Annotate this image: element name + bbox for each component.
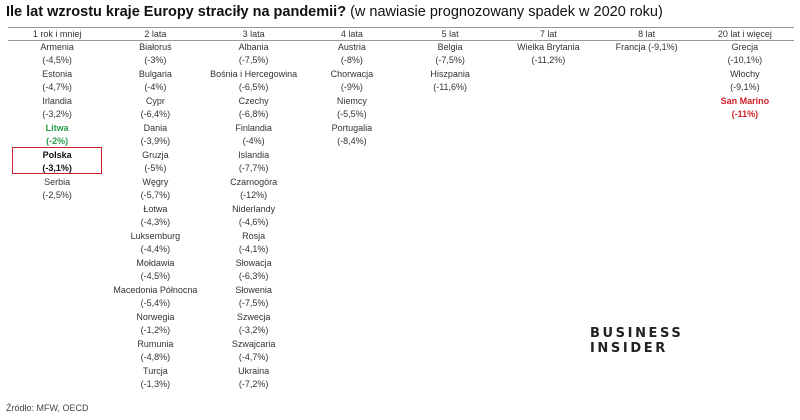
country-name: Francja: [615, 42, 649, 52]
country-value: (-7,2%): [238, 379, 269, 389]
country-value: (-4,3%): [140, 217, 171, 227]
country-value: (-3,1%): [42, 163, 72, 173]
country-entry: [499, 41, 597, 67]
column: [205, 41, 303, 401]
column: [499, 41, 597, 401]
logo-line-1: BUSINESS: [590, 326, 684, 341]
country-name: Niemcy: [336, 96, 367, 106]
page-title: [6, 4, 796, 20]
country-entry: [106, 365, 204, 391]
country-value: (-2%): [46, 136, 69, 146]
country-entry: [205, 203, 303, 229]
country-entry: [8, 68, 106, 94]
country-entry: [205, 230, 303, 256]
country-value: (-7,7%): [238, 163, 269, 173]
country-value: (-6,4%): [140, 109, 171, 119]
country-name: Łotwa: [143, 204, 168, 214]
country-entry: [8, 41, 106, 67]
country-entry: [598, 41, 696, 67]
country-value: (-4,7%): [42, 82, 72, 92]
country-value: (-5,4%): [140, 298, 171, 308]
country-name: Estonia: [42, 69, 73, 79]
country-value: (-6,3%): [238, 271, 269, 281]
country-name: Czechy: [238, 96, 269, 106]
country-value: (-10,1%): [727, 55, 763, 65]
country-name: Niderlandy: [232, 204, 276, 214]
country-value: (-5%): [144, 163, 167, 173]
country-name: Bulgaria: [138, 69, 172, 79]
country-name: Belgia: [437, 42, 463, 52]
country-value: (-7,5%): [238, 298, 269, 308]
country-value: (-1,3%): [140, 379, 171, 389]
country-name: Białoruś: [139, 42, 172, 52]
country-name: Gruzja: [142, 150, 169, 160]
country-entry: [205, 311, 303, 337]
country-value: (-9,1%): [648, 42, 678, 52]
country-value: (-7,5%): [435, 55, 465, 65]
country-entry: [205, 149, 303, 175]
country-value: (-9%): [340, 82, 363, 92]
country-entry: [106, 176, 204, 202]
country-entry: [106, 338, 204, 364]
column: [106, 41, 204, 401]
country-value: (-4%): [242, 136, 265, 146]
country-name: Irlandia: [42, 96, 72, 106]
country-name: Macedonia Północna: [113, 285, 198, 295]
country-name: San Marino: [720, 96, 770, 106]
country-name: Portugalia: [331, 123, 373, 133]
country-value: (-4,8%): [140, 352, 171, 362]
country-value: (-12%): [240, 190, 268, 200]
country-entry: [106, 257, 204, 283]
country-entry: [696, 68, 794, 94]
country-entry: [401, 41, 499, 67]
country-name: Słowenia: [235, 285, 272, 295]
country-value: (-6,8%): [238, 109, 269, 119]
country-value: (-4,1%): [238, 244, 269, 254]
country-entry: [205, 284, 303, 310]
country-entry: [106, 149, 204, 175]
country-name: Finlandia: [235, 123, 272, 133]
country-name: Cypr: [145, 96, 165, 106]
country-name: Szwajcaria: [231, 339, 276, 349]
country-value: (-4,7%): [238, 352, 269, 362]
country-value: (-8%): [340, 55, 363, 65]
country-entry: [8, 122, 106, 148]
column: [8, 41, 106, 401]
country-entry: [106, 95, 204, 121]
country-value: (-3,2%): [238, 325, 269, 335]
country-value: (-7,5%): [238, 55, 269, 65]
country-entry: [8, 176, 106, 202]
country-name: Bośnia i Hercegowina: [210, 69, 298, 79]
country-entry: [205, 68, 303, 94]
country-entry: [696, 41, 794, 67]
country-value: (-3%): [144, 55, 167, 65]
country-entry: [205, 122, 303, 148]
country-entry: [303, 95, 401, 121]
country-name: Serbia: [44, 177, 71, 187]
country-value: (-8,4%): [337, 136, 367, 146]
country-entry: [205, 257, 303, 283]
country-value: (-5,5%): [337, 109, 367, 119]
column-header: 7 lat: [539, 29, 557, 39]
column: [401, 41, 499, 401]
country-value: (-4,4%): [140, 244, 171, 254]
country-entry: [106, 311, 204, 337]
column-header: 20 lat i więcej: [717, 29, 772, 39]
country-name: Hiszpania: [430, 69, 470, 79]
country-entry: [205, 176, 303, 202]
country-entry: [303, 122, 401, 148]
business-insider-logo: [590, 326, 683, 356]
column-header: 3 lata: [242, 29, 265, 39]
country-name: Rosja: [242, 231, 266, 241]
country-name: Polska: [42, 150, 72, 160]
country-entry: [205, 95, 303, 121]
country-entry: [303, 41, 401, 67]
column: [696, 41, 794, 401]
country-name: Austria: [337, 42, 366, 52]
country-value: (-6,5%): [238, 82, 269, 92]
country-entry: [8, 95, 106, 121]
source-note: Źródło: MFW, OECD: [6, 403, 89, 413]
country-entry: [106, 230, 204, 256]
country-entry: [8, 149, 106, 175]
country-entry: [205, 365, 303, 391]
country-entry: [106, 122, 204, 148]
country-value: (-4,6%): [238, 217, 269, 227]
country-entry: [303, 68, 401, 94]
country-name: Mołdawia: [136, 258, 175, 268]
country-name: Szwecja: [236, 312, 271, 322]
country-name: Ukraina: [238, 366, 270, 376]
column-header: 8 lat: [638, 29, 656, 39]
country-name: Chorwacja: [330, 69, 374, 79]
country-name: Norwegia: [136, 312, 175, 322]
country-entry: [696, 95, 794, 121]
country-entry: [401, 68, 499, 94]
country-value: (-9,1%): [730, 82, 760, 92]
column-header: 5 lat: [441, 29, 459, 39]
country-value: (-11,2%): [531, 55, 566, 65]
country-name: Dania: [143, 123, 168, 133]
country-name: Słowacja: [235, 258, 272, 268]
country-name: Litwa: [45, 123, 69, 133]
country-entry: [106, 68, 204, 94]
country-value: (-5,7%): [140, 190, 171, 200]
country-value: (-11%): [731, 109, 759, 119]
column-header: 1 rok i mniej: [32, 29, 82, 39]
country-name: Wielka Brytania: [517, 42, 580, 52]
country-entry: [106, 41, 204, 67]
column: [303, 41, 401, 401]
country-name: Albania: [238, 42, 269, 52]
country-value: (-4%): [144, 82, 167, 92]
logo-line-2: INSIDER: [590, 341, 668, 356]
country-value: (-11,6%): [433, 82, 468, 92]
country-name: Czarnogóra: [230, 177, 278, 187]
country-name: Grecja: [731, 42, 759, 52]
country-name: Armenia: [40, 42, 74, 52]
country-value: (-3,9%): [140, 136, 171, 146]
country-name: Włochy: [730, 69, 760, 79]
country-value: (-1,2%): [140, 325, 171, 335]
country-name: Węgry: [142, 177, 169, 187]
country-entry: [106, 284, 204, 310]
country-name: Rumunia: [137, 339, 174, 349]
country-value: (-4,5%): [42, 55, 72, 65]
title-bold: Ile lat wzrostu kraje Europy straciły na pandemii?: [6, 4, 347, 20]
column-header-row: [8, 27, 794, 41]
country-entry: [205, 338, 303, 364]
country-value: (-4,5%): [140, 271, 171, 281]
column-header: 2 lata: [144, 29, 167, 39]
title-subtitle: (w nawiasie prognozowany spadek w 2020 roku): [350, 4, 663, 20]
country-name: Islandia: [238, 150, 270, 160]
country-entry: [106, 203, 204, 229]
column-header: 4 lata: [340, 29, 363, 39]
country-value: (-3,2%): [42, 109, 72, 119]
country-entry: [205, 41, 303, 67]
country-name: Luksemburg: [130, 231, 181, 241]
country-name: Turcja: [143, 366, 168, 376]
country-value: (-2,5%): [42, 190, 72, 200]
